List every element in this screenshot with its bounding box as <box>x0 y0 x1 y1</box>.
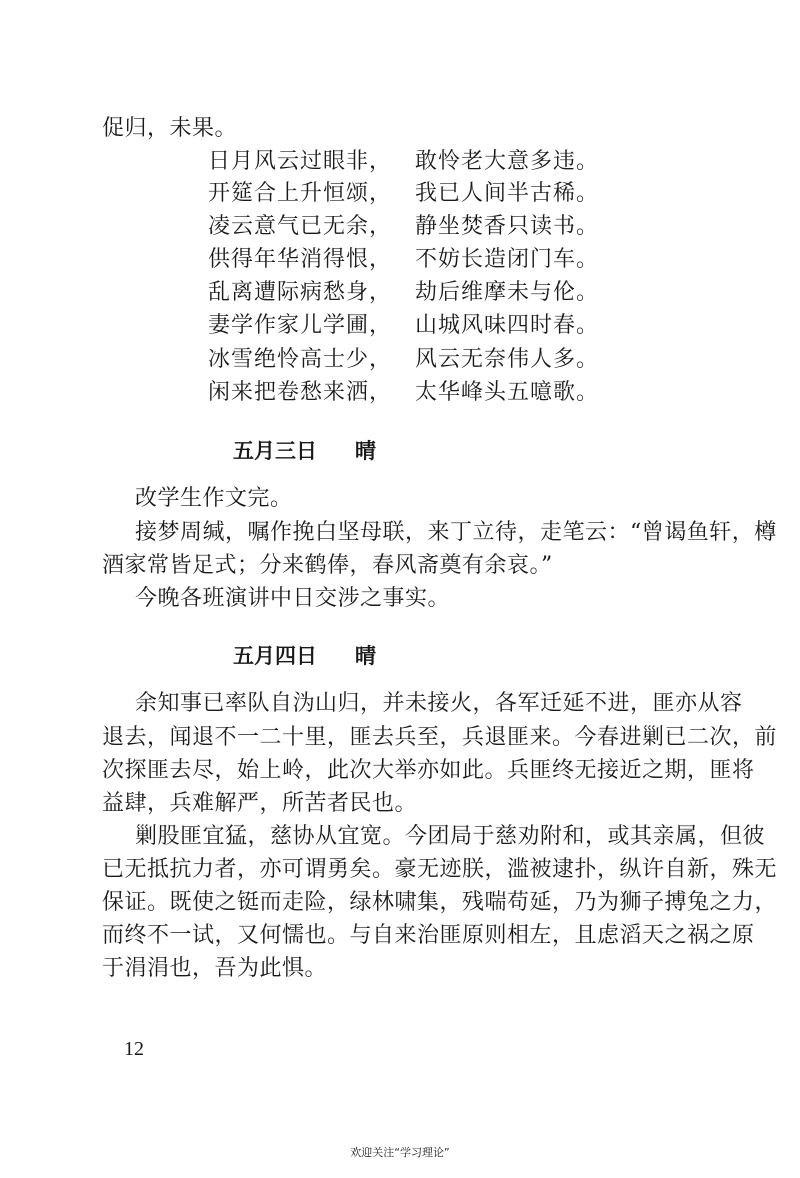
entry-date: 五月四日 <box>233 644 317 668</box>
poem-line-left: 凌云意气已无余， <box>208 214 393 239</box>
paragraph-line: 剿股匪宜猛，慈协从宜宽。今团局于慈劝附和，或其亲属，但彼 <box>135 824 766 849</box>
entry-weather: 晴 <box>355 439 376 463</box>
paragraph-line: 接梦周缄，嘱作挽白坚母联，来丁立待，走笔云：“曾谒鱼轩，樽 <box>135 520 777 545</box>
poem-line-right: 我已人间半古稀。 <box>415 181 600 206</box>
poem-line-right: 不妨长造闭门车。 <box>415 247 600 272</box>
paragraph-line: 已无抵抗力者，亦可谓勇矣。豪无迹朕，滥被逮扑，纵许自新，殊无 <box>102 857 778 882</box>
page-number: 12 <box>124 1038 144 1060</box>
poem-line-left: 妻学作家儿学圃， <box>208 313 393 338</box>
paragraph-line: 余知事已率队自沩山归，并未接火，各军迁延不进，匪亦从容 <box>135 691 743 716</box>
paragraph-line: 于涓涓也，吾为此惧。 <box>102 956 328 981</box>
paragraph-line: 而终不一试，又何懦也。与自来治匪原则相左，且虑滔天之祸之原 <box>102 923 755 948</box>
poem-line-left: 供得年华消得恨， <box>208 247 393 272</box>
paragraph-line: 退去，闻退不一二十里，匪去兵至，兵退匪来。今春进剿已二次，前 <box>102 725 778 750</box>
paragraph-line: 改学生作文完。 <box>135 486 293 511</box>
paragraph-line: 保证。既使之铤而走险，绿林啸集，残喘苟延，乃为狮子搏兔之力， <box>102 890 778 915</box>
entry-heading <box>233 436 376 466</box>
poem-line-right: 山城风味四时春。 <box>415 313 600 338</box>
paragraph-line: 酒家常皆足式；分来鹤俸，春风斋奠有余哀。” <box>102 553 553 578</box>
poem-line-right: 风云无奈伟人多。 <box>415 347 600 372</box>
poem-line-left: 日月风云过眼非， <box>208 149 393 174</box>
poem-line-left: 开筵合上升恒颂， <box>208 181 393 206</box>
intro-line: 促归，未果。 <box>102 116 238 141</box>
entry-date: 五月三日 <box>233 439 317 463</box>
entry-weather: 晴 <box>355 644 376 668</box>
poem-line-left: 乱离遭际病愁身， <box>208 280 393 305</box>
paragraph-line: 益肆，兵难解严，所苦者民也。 <box>102 791 418 816</box>
poem-line-right: 静坐焚香只读书。 <box>415 214 600 239</box>
paragraph-line: 今晚各班演讲中日交涉之事实。 <box>135 586 451 611</box>
poem-line-left: 冰雪绝怜高士少， <box>208 347 393 372</box>
entry-heading <box>233 641 376 671</box>
paragraph-line: 次探匪去尽，始上岭，此次大举亦如此。兵匪终无接近之期，匪将 <box>102 758 755 783</box>
poem-line-right: 敢怜老大意多违。 <box>415 149 600 174</box>
footer-text: 欢迎关注“学习理论” <box>350 1146 450 1159</box>
poem-line-left: 闲来把卷愁来洒， <box>208 380 393 405</box>
poem-line-right: 劫后维摩未与伦。 <box>415 280 600 305</box>
poem-line-right: 太华峰头五噫歌。 <box>415 380 600 405</box>
